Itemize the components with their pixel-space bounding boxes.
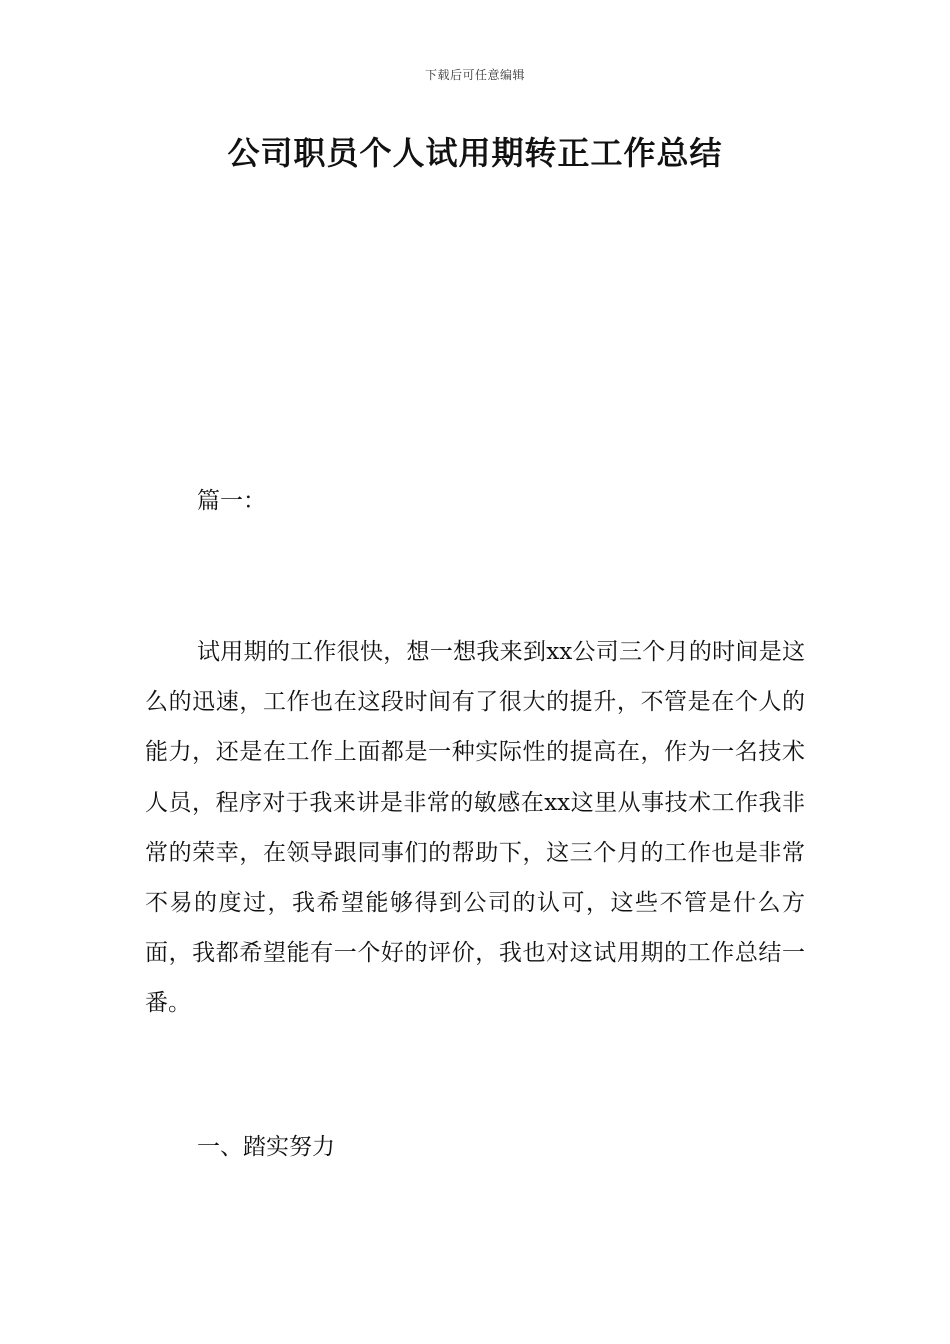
subheading: 一、踏实努力 <box>197 1134 335 1160</box>
body-paragraph: 试用期的工作很快，想一想我来到xx公司三个月的时间是这么的迅速，工作也在这段时间有了很大的提升，不管是在个人的能力，还是在工作上面都是一种实际性的提高在，作为一名技术人员，程序对于我来讲是非常的敏感在xx这里从事技术工作我非常的荣幸，在领导跟同事们的帮助下，这三个月的工作也是非常不易的度过，我希望能够得到公司的认可，这些不管是什么方面，我都希望能有一个好的评价，我也对这试用期的工作总结一番。 <box>145 639 805 1017</box>
document-title: 公司职员个人试用期转正工作总结 <box>227 134 723 172</box>
section-label: 篇一： <box>197 488 266 514</box>
header-note: 下载后可任意编辑 <box>424 68 525 82</box>
